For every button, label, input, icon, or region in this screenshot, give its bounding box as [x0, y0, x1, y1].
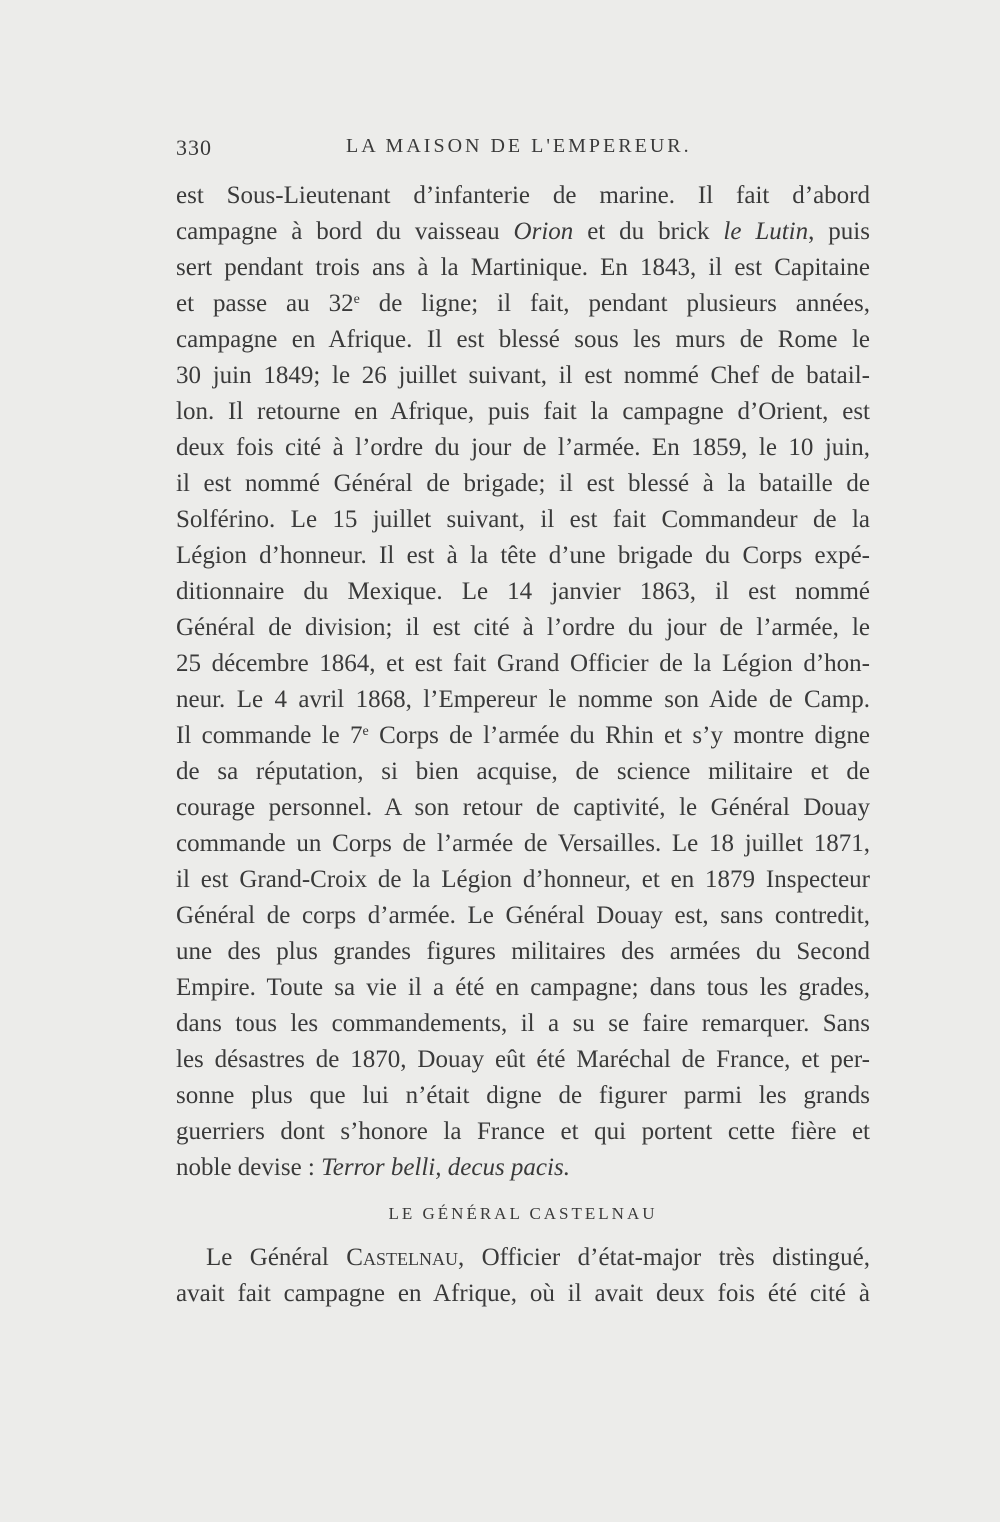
paragraph-douay-line: Général de division; il est cité à l’ordre du jour de l’armée, le [176, 614, 870, 641]
paragraph-douay-line: Empire. Toute sa vie il a été en campagne; dans tous les grades, [176, 974, 870, 1001]
running-head [176, 135, 870, 165]
paragraph-douay-line: ditionnaire du Mexique. Le 14 janvier 1863, il est nommé [176, 578, 870, 605]
paragraph-douay-line: il est Grand-Croix de la Légion d’honneur, et en 1879 Inspecteur [176, 866, 870, 893]
paragraph-douay-line: 30 juin 1849; le 26 juillet suivant, il est nommé Chef de batail- [176, 362, 870, 389]
paragraph-douay-line: de sa réputation, si bien acquise, de science militaire et de [176, 758, 870, 785]
paragraph-castelnau [176, 1240, 870, 1312]
paragraph-douay-line: commande un Corps de l’armée de Versailles. Le 18 juillet 1871, [176, 830, 870, 857]
paragraph-douay-line: sonne plus que lui n’était digne de figurer parmi les grands [176, 1082, 870, 1109]
paragraph-douay-line: les désastres de 1870, Douay eût été Maréchal de France, et per- [176, 1046, 870, 1073]
paragraph-douay-line: neur. Le 4 avril 1868, l’Empereur le nomme son Aide de Camp. [176, 686, 870, 713]
paragraph-douay-line: Il commande le 7e Corps de l’armée du Rhin et s’y montre digne [176, 722, 870, 749]
paragraph-douay-line: Légion d’honneur. Il est à la tête d’une brigade du Corps expé- [176, 542, 870, 569]
paragraph-douay-line: dans tous les commandements, il a su se faire remarquer. Sans [176, 1010, 870, 1037]
paragraph-douay-line: deux fois cité à l’ordre du jour de l’armée. En 1859, le 10 juin, [176, 434, 870, 461]
paragraph-douay-line: une des plus grandes figures militaires des armées du Second [176, 938, 870, 965]
paragraph-castelnau-line: avait fait campagne en Afrique, où il avait deux fois été cité à [176, 1280, 870, 1307]
paragraph-douay-line: guerriers dont s’honore la France et qui portent cette fière et [176, 1118, 870, 1145]
paragraph-douay-line: et passe au 32e de ligne; il fait, pendant plusieurs années, [176, 290, 870, 317]
paragraph-douay-line: 25 décembre 1864, et est fait Grand Officier de la Légion d’hon- [176, 650, 870, 677]
running-title: LA MAISON DE L'EMPEREUR. [346, 135, 692, 157]
paragraph-douay [176, 178, 870, 1186]
paragraph-douay-line: campagne en Afrique. Il est blessé sous les murs de Rome le [176, 326, 870, 353]
paragraph-douay-line: courage personnel. A son retour de captivité, le Général Douay [176, 794, 870, 821]
paragraph-castelnau-line: Le Général Castelnau, Officier d’état-major très distingué, [206, 1244, 870, 1271]
paragraph-douay-line: est Sous-Lieutenant d’infanterie de marine. Il fait d’abord [176, 182, 870, 209]
section-heading: LE GÉNÉRAL CASTELNAU [388, 1204, 658, 1223]
paragraph-douay-line: campagne à bord du vaisseau Orion et du brick le Lutin, puis [176, 218, 870, 245]
paragraph-douay-line: Général de corps d’armée. Le Général Douay est, sans contredit, [176, 902, 870, 929]
paragraph-douay-line: sert pendant trois ans à la Martinique. En 1843, il est Capitaine [176, 254, 870, 281]
paragraph-douay-line: Solférino. Le 15 juillet suivant, il est fait Commandeur de la [176, 506, 870, 533]
paragraph-douay-line: lon. Il retourne en Afrique, puis fait la campagne d’Orient, est [176, 398, 870, 425]
page-number: 330 [176, 135, 212, 160]
paragraph-douay-line: il est nommé Général de brigade; il est blessé à la bataille de [176, 470, 870, 497]
paragraph-douay-line: noble devise : Terror belli, decus pacis. [176, 1154, 570, 1181]
